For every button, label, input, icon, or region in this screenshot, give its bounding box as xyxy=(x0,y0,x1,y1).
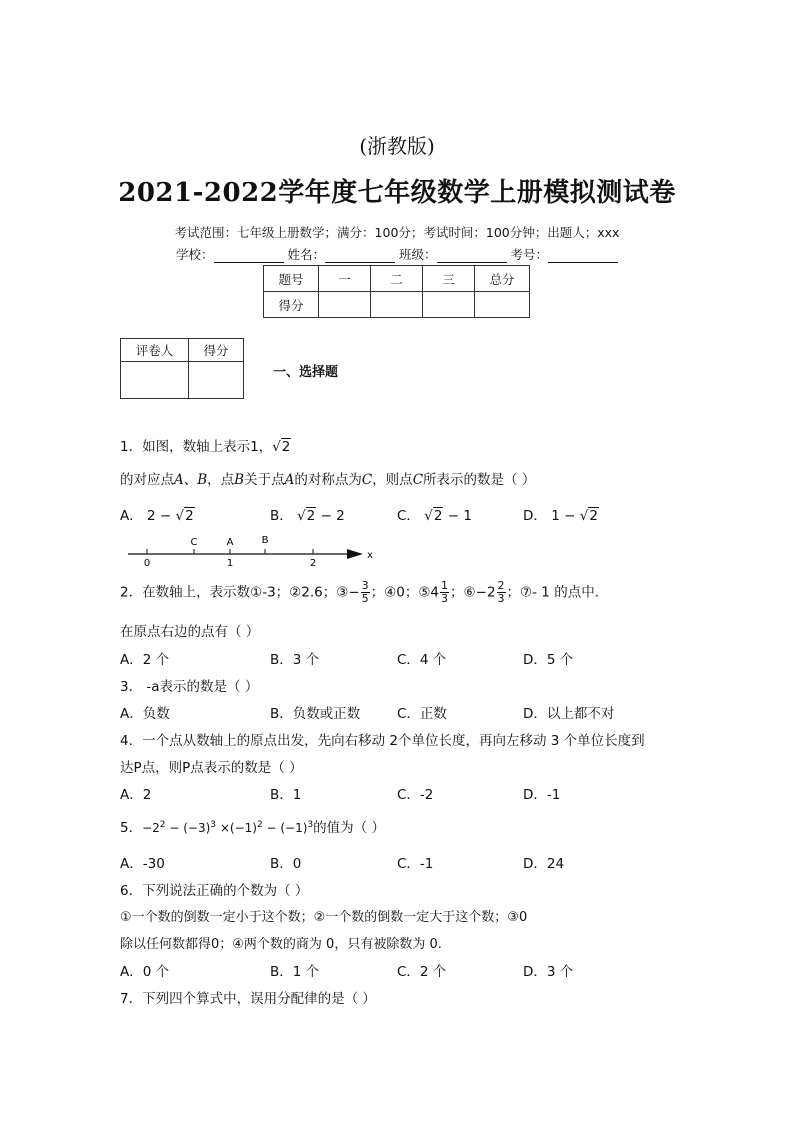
q3-option-a[interactable]: A．负数 xyxy=(120,706,170,722)
number-label: 考号： xyxy=(510,247,548,262)
score-header-cell: 二 xyxy=(371,266,423,292)
point-label-c: C xyxy=(190,537,198,548)
class-blank[interactable] xyxy=(437,249,507,263)
q1-point-c: C xyxy=(412,472,424,488)
q1-stem-line2 xyxy=(120,468,535,488)
score-header-cell: 三 xyxy=(423,266,475,292)
name-blank[interactable] xyxy=(325,249,395,263)
q5-stem xyxy=(120,816,385,836)
q1-point-b: B xyxy=(234,472,245,488)
score-cell[interactable] xyxy=(371,292,423,318)
q2-option-c[interactable]: C．4 个 xyxy=(397,652,447,668)
q3-option-c[interactable]: C．正数 xyxy=(397,706,447,722)
class-label: 班级： xyxy=(398,247,437,262)
q2-option-a[interactable]: A．2 个 xyxy=(120,652,170,668)
score-table-header-row xyxy=(264,266,530,292)
score-cell[interactable] xyxy=(475,292,530,318)
q3-option-d[interactable]: D．以上都不对 xyxy=(523,706,615,722)
grader-header-cell: 评卷人 xyxy=(121,339,189,362)
q5-expression xyxy=(142,821,313,835)
sqrt-symbol: √2 xyxy=(272,439,291,455)
q1-stem xyxy=(120,435,291,455)
q1-text: ，点 xyxy=(207,472,235,488)
tick-label-2: 2 xyxy=(309,558,317,569)
option-sqrt-value: 2 xyxy=(433,508,443,524)
q2-line2: 在原点右边的点有（ ） xyxy=(120,624,260,640)
number-blank[interactable] xyxy=(548,249,618,263)
sqrt-symbol: √2 xyxy=(424,508,443,524)
grader-table-header-row xyxy=(121,339,244,362)
q5-option-a[interactable]: A．-30 xyxy=(120,856,165,872)
q5-option-d[interactable]: D．24 xyxy=(523,856,565,872)
q5-text: 的值为（ ） xyxy=(313,820,385,836)
grader-score-cell[interactable] xyxy=(189,362,244,399)
fraction xyxy=(440,580,449,605)
student-info-line xyxy=(0,245,794,263)
score-header-cell: 题号 xyxy=(264,266,319,292)
q7-stem: 7．下列四个算式中，误用分配律的是（ ） xyxy=(120,991,376,1007)
q1-stem-text: 1．如图，数轴上表示1， xyxy=(120,439,273,455)
section-title: 一、选择题 xyxy=(273,365,339,380)
score-table xyxy=(263,265,530,318)
q4-option-a[interactable]: A．2 xyxy=(120,787,152,803)
q6-statements-line1: ①一个数的倒数一定小于这个数；②一个数的倒数一定大于这个数；③0 xyxy=(120,910,528,925)
axis-arrow-icon xyxy=(347,549,363,559)
exponent: 3 xyxy=(210,820,217,830)
score-header-cell: 一 xyxy=(319,266,371,292)
tick-label-1: 1 xyxy=(226,558,234,569)
grader-table xyxy=(120,338,244,399)
point-label-a: A xyxy=(226,537,234,548)
q1-text: 、 xyxy=(183,472,198,488)
q3-option-b[interactable]: B．负数或正数 xyxy=(270,706,361,722)
q5-option-c[interactable]: C．-1 xyxy=(397,856,434,872)
q1-point-a: A xyxy=(284,472,295,488)
exponent: 2 xyxy=(256,820,263,830)
expr-part: − (−1) xyxy=(262,821,308,835)
score-table-score-row xyxy=(264,292,530,318)
exponent: 2 xyxy=(159,820,166,830)
score-header-cell: 总分 xyxy=(475,266,530,292)
q4-option-b[interactable]: B．1 xyxy=(270,787,302,803)
option-sqrt-value: 2 xyxy=(306,508,316,524)
option-text: 2 − xyxy=(147,508,172,524)
q4-stem-line1: 4．一个点从数轴上的原点出发，先向右移动 2个单位长度，再向左移动 3 个单位长度到 xyxy=(120,733,645,749)
q5-option-b[interactable]: B．0 xyxy=(270,856,302,872)
q1-point-a: A xyxy=(174,472,184,488)
fraction-numerator: 1 xyxy=(441,579,449,592)
option-text: − 1 xyxy=(447,508,472,524)
sqrt-symbol: √2 xyxy=(175,508,194,524)
q2-text: ；④0；⑤4 xyxy=(370,584,440,601)
expr-part: − (−3) xyxy=(165,821,211,835)
q1-option-d[interactable] xyxy=(523,504,599,524)
q1-text: 的对应点 xyxy=(120,472,174,488)
q4-option-c[interactable]: C．-2 xyxy=(397,787,434,803)
option-sqrt-value: 2 xyxy=(185,508,194,524)
expr-part: ×(−1) xyxy=(216,821,257,835)
tick-label-0: 0 xyxy=(143,558,151,569)
option-label: A． xyxy=(120,508,143,524)
fraction-denominator: 3 xyxy=(497,592,505,605)
page-subtitle: (浙教版) xyxy=(359,134,435,158)
fraction-numerator: 3 xyxy=(361,579,369,592)
q6-option-b[interactable]: B．1 个 xyxy=(270,964,320,980)
q6-option-d[interactable]: D．3 个 xyxy=(523,964,574,980)
name-label: 姓名： xyxy=(287,247,325,262)
q4-stem-line2: 达P点，则P点表示的数是（ ） xyxy=(120,760,303,776)
score-cell[interactable] xyxy=(423,292,475,318)
q2-option-d[interactable]: D．5 个 xyxy=(523,652,574,668)
point-label-b: B xyxy=(261,535,269,546)
q2-text: 2．在数轴上，表示数①-3；②2.6；③− xyxy=(120,584,360,601)
option-text: − 2 xyxy=(320,508,345,524)
q6-statements-line2: 除以任何数都得0；④两个数的商为 0，只有被除数为 0. xyxy=(120,937,442,952)
fraction-denominator: 5 xyxy=(361,592,369,605)
number-line-figure xyxy=(125,533,385,571)
option-label: B． xyxy=(270,508,293,524)
fraction xyxy=(361,580,370,605)
axis-label-x: x xyxy=(367,550,373,561)
sqrt-symbol: √2 xyxy=(297,508,316,524)
option-label: D． xyxy=(523,508,547,524)
grader-table-body-row xyxy=(121,362,244,399)
q2-option-b[interactable]: B．3 个 xyxy=(270,652,320,668)
exam-info: 考试范围：七年级上册数学；满分：100分；考试时间：100分钟；出题人；xxx xyxy=(174,225,620,240)
q1-text: 所表示的数是（ ） xyxy=(423,472,536,488)
fraction-denominator: 3 xyxy=(441,592,449,605)
q3-stem: 3． -a表示的数是（ ） xyxy=(120,679,259,695)
school-blank[interactable] xyxy=(214,249,284,263)
score-row-label: 得分 xyxy=(264,292,319,318)
q1-option-b[interactable] xyxy=(270,504,345,524)
option-sqrt-value: 2 xyxy=(589,508,598,524)
expr-part: −2 xyxy=(142,821,160,835)
school-label: 学校： xyxy=(175,247,214,262)
option-label: C． xyxy=(397,508,420,524)
grader-cell[interactable] xyxy=(121,362,189,399)
q6-option-a[interactable]: A．0 个 xyxy=(120,964,170,980)
grader-header-cell: 得分 xyxy=(189,339,244,362)
q2-text: ；⑦- 1 的点中. xyxy=(506,584,599,601)
q1-sqrt-value: 2 xyxy=(281,439,291,455)
q1-option-a[interactable] xyxy=(120,504,195,524)
exponent: 3 xyxy=(307,820,314,830)
q2-text: ；⑥−2 xyxy=(450,584,496,601)
score-cell[interactable] xyxy=(319,292,371,318)
q1-text: 关于点 xyxy=(244,472,285,488)
option-text: 1 − xyxy=(551,508,576,524)
q6-stem: 6．下列说法正确的个数为（ ） xyxy=(120,883,309,899)
q1-option-c[interactable] xyxy=(397,504,472,524)
q4-option-d[interactable]: D．-1 xyxy=(523,787,561,803)
sqrt-symbol: √2 xyxy=(579,508,598,524)
q1-text: ，则点 xyxy=(372,472,413,488)
q1-text: 的对称点为 xyxy=(294,472,362,488)
q2-stem xyxy=(120,580,599,605)
fraction-numerator: 2 xyxy=(497,579,505,592)
q5-text: 5． xyxy=(120,820,143,836)
q1-point-b: B xyxy=(197,472,208,488)
page-title: 2021-2022学年度七年级数学上册模拟测试卷 xyxy=(118,178,676,208)
q1-point-c: C xyxy=(361,472,373,488)
fraction xyxy=(497,580,506,605)
q6-option-c[interactable]: C．2 个 xyxy=(397,964,447,980)
